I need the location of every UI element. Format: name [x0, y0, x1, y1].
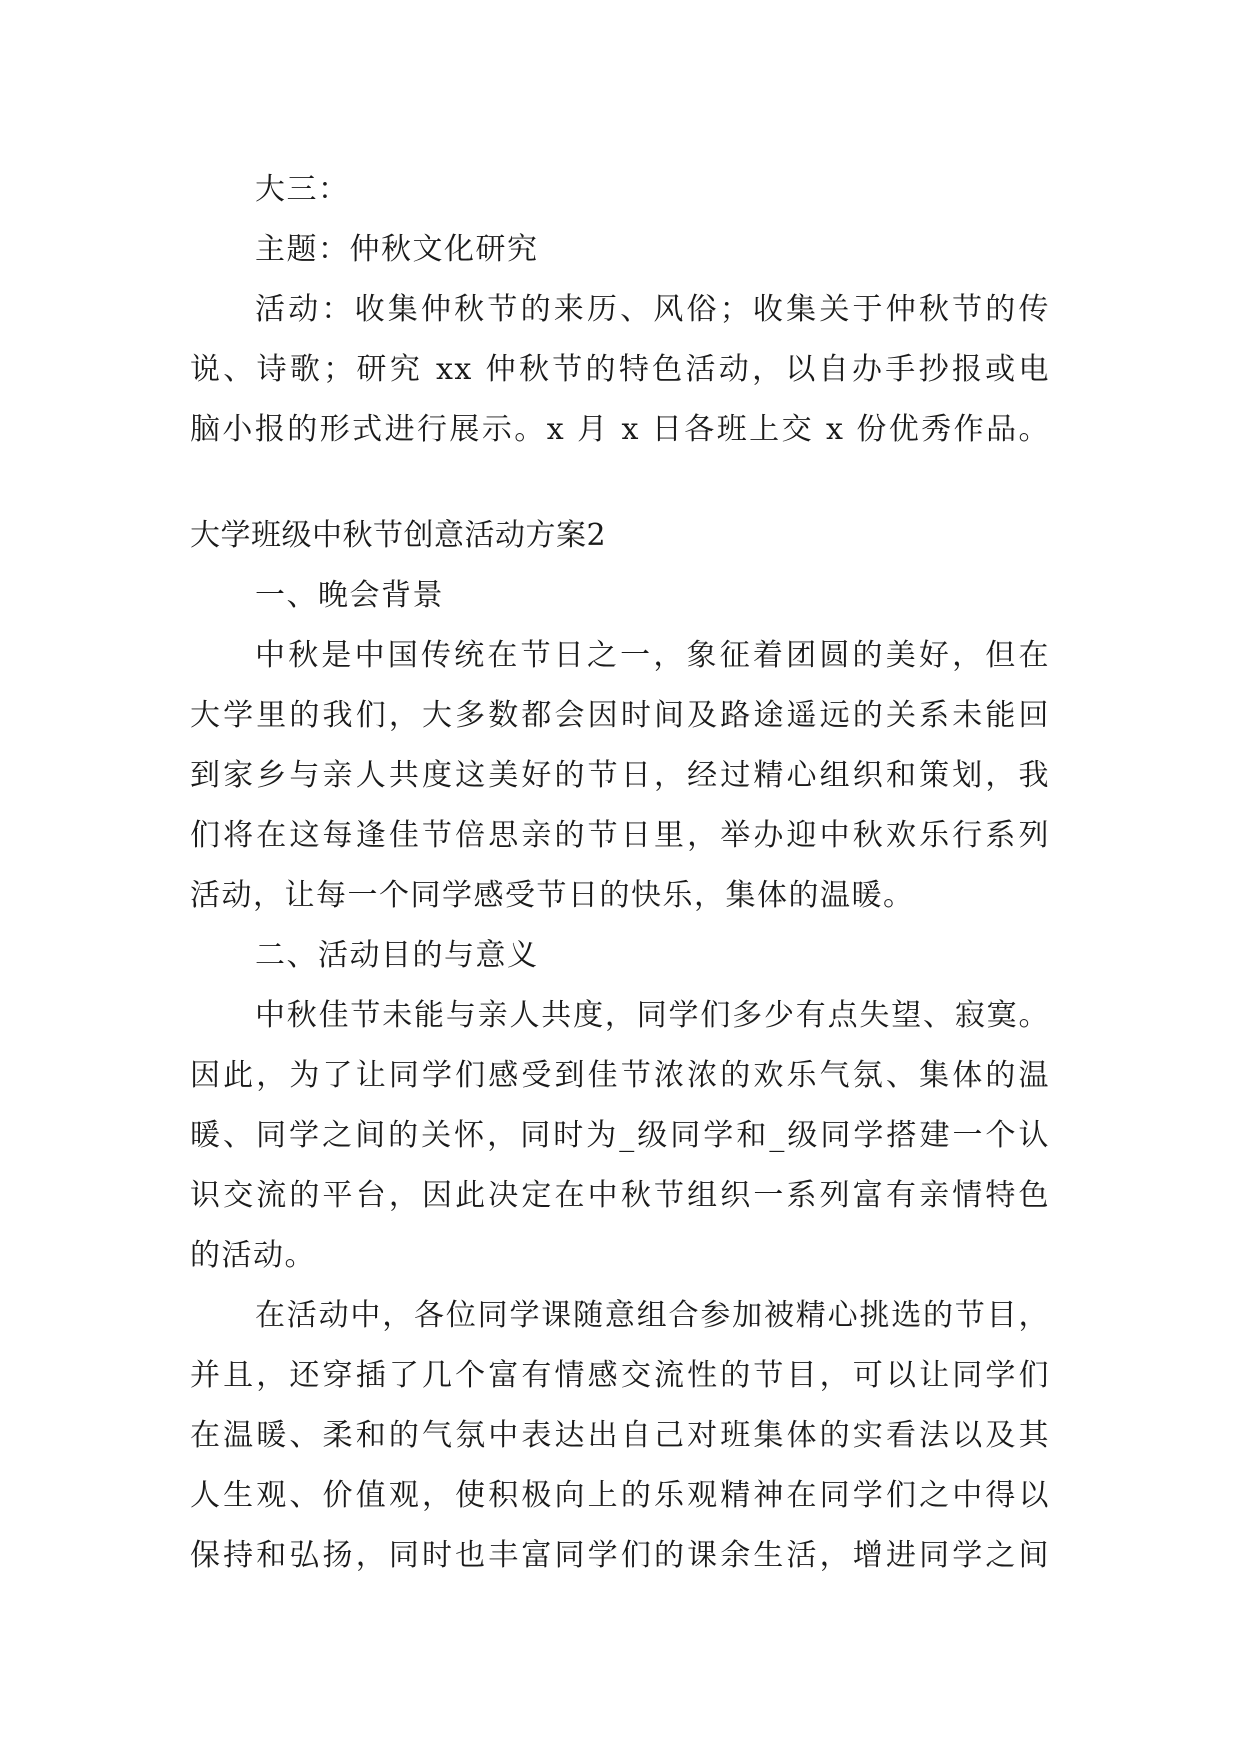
paragraph-line: 中秋是中国传统在节日之一，象征着团圆的美好，但在 — [255, 638, 1050, 673]
section-heading-background: 一、晚会背景 — [255, 578, 444, 613]
paragraph-line: 大学里的我们，大多数都会因时间及路途遥远的关系未能回 — [190, 698, 1050, 733]
activity-line: 脑小报的形式进行展示。x 月 x 日各班上交 x 份优秀作品。 — [190, 412, 1050, 447]
paragraph-line: 到家乡与亲人共度这美好的节日，经过精心组织和策划，我 — [190, 758, 1050, 793]
paragraph-line: 活动，让每一个同学感受节日的快乐，集体的温暖。 — [190, 878, 915, 913]
paragraph-line: 中秋佳节未能与亲人共度，同学们多少有点失望、寂寞。 — [255, 998, 1050, 1033]
activity-line: 活动：收集仲秋节的来历、风俗；收集关于仲秋节的传 — [255, 292, 1050, 327]
section-gap — [190, 460, 1050, 506]
paragraph-line: 在温暖、柔和的气氛中表达出自己对班集体的实看法以及其 — [190, 1418, 1050, 1453]
paragraph-line: 因此，为了让同学们感受到佳节浓浓的欢乐气氛、集体的温 — [190, 1058, 1050, 1093]
paragraph-line: 并且，还穿插了几个富有情感交流性的节目，可以让同学们 — [190, 1358, 1050, 1393]
paragraph-line: 的活动。 — [190, 1238, 316, 1273]
paragraph-line: 识交流的平台，因此决定在中秋节组织一系列富有亲情特色 — [190, 1178, 1050, 1213]
paragraph-line: 暖、同学之间的关怀，同时为_级同学和_级同学搭建一个认 — [190, 1118, 1050, 1153]
activity-line: 说、诗歌；研究 xx 仲秋节的特色活动，以自办手抄报或电 — [190, 352, 1050, 387]
paragraph-line: 在活动中，各位同学课随意组合参加被精心挑选的节目， — [255, 1298, 1050, 1333]
section-label: 大三： — [255, 172, 350, 207]
paragraph-line: 人生观、价值观，使积极向上的乐观精神在同学们之中得以 — [190, 1478, 1050, 1513]
section-heading-purpose: 二、活动目的与意义 — [255, 938, 539, 973]
paragraph-line: 保持和弘扬，同时也丰富同学们的课余生活，增进同学之间 — [190, 1538, 1050, 1573]
paragraph-line: 们将在这每逢佳节倍思亲的节日里，举办迎中秋欢乐行系列 — [190, 818, 1050, 853]
theme-line: 主题：仲秋文化研究 — [255, 232, 539, 267]
document-title: 大学班级中秋节创意活动方案2 — [190, 518, 607, 553]
document-page — [190, 160, 1050, 1586]
